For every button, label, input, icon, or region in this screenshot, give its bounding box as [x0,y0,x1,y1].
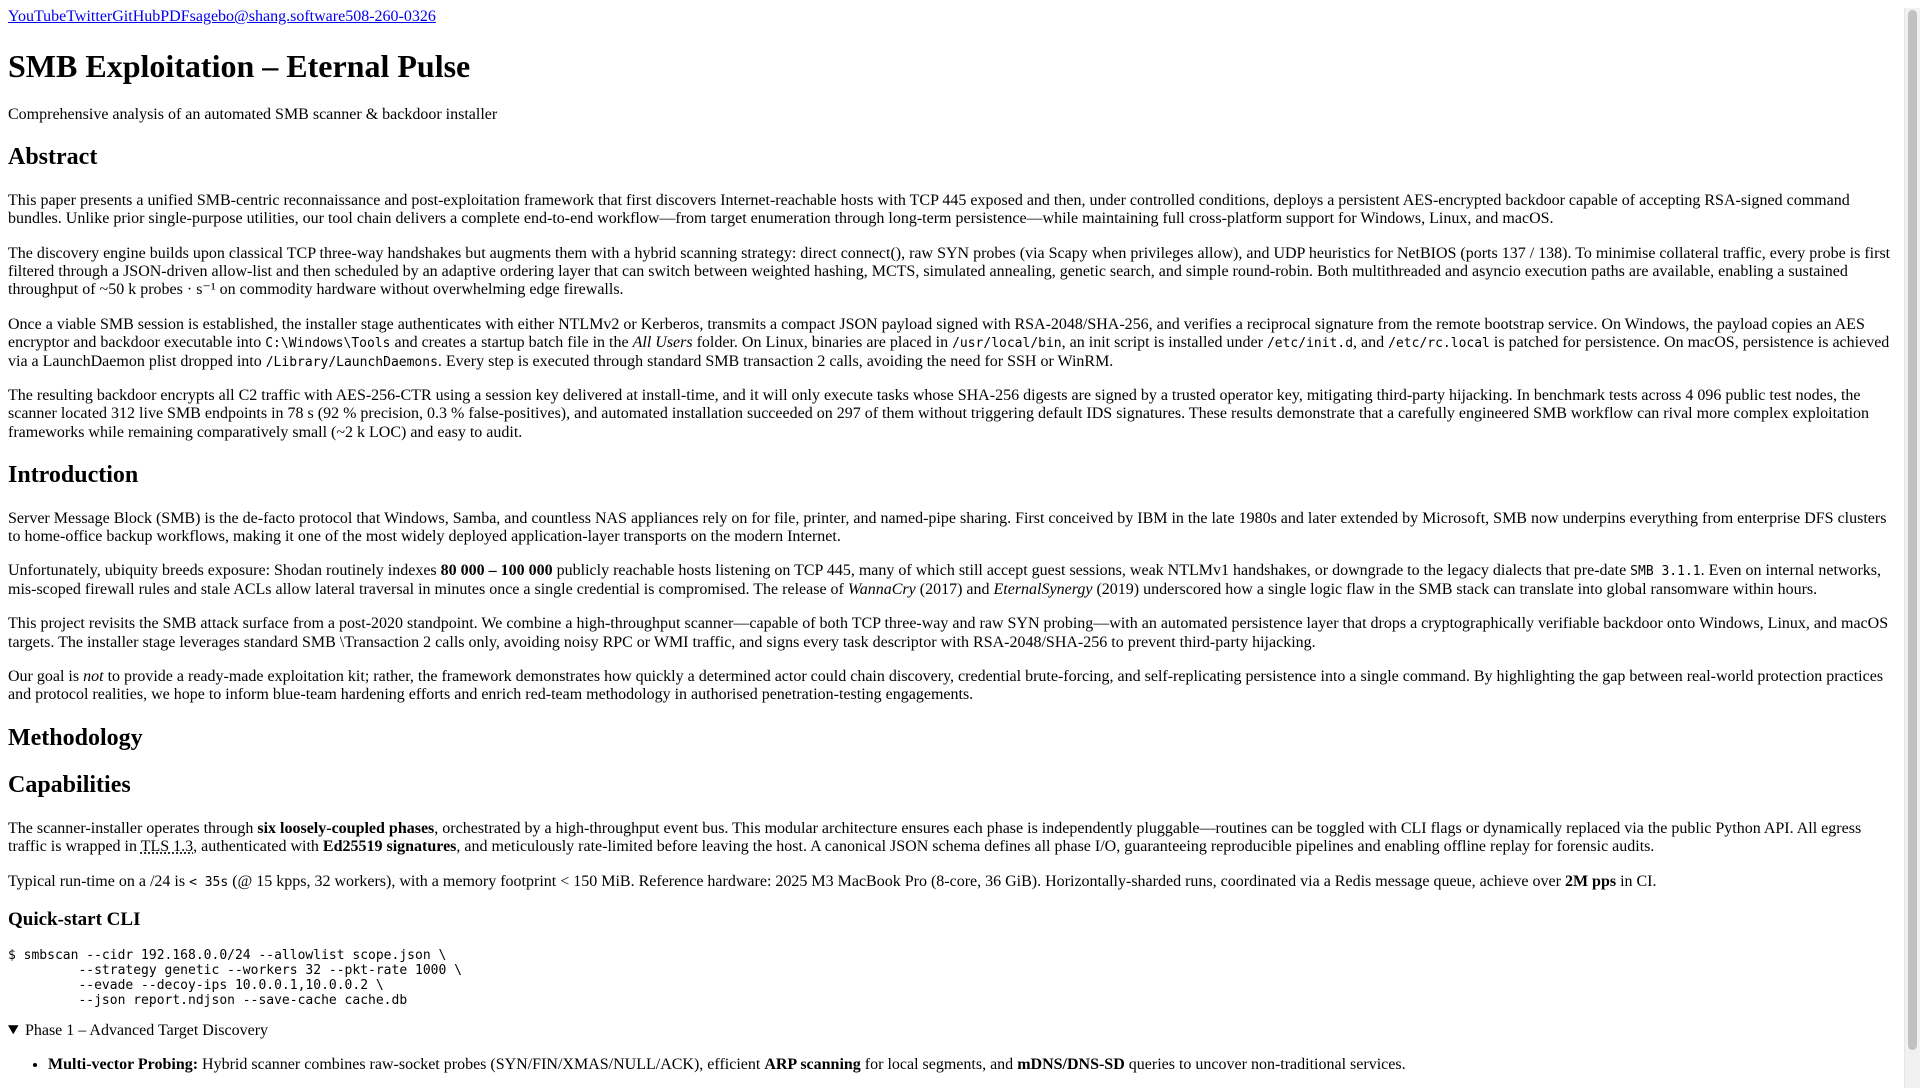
introduction-paragraph-1: Server Message Block (SMB) is the de-facto protocol that Windows, Samba, and countless NAS appliances rely on for file, printer, and named-pipe sharing. First conceived by IBM in the late 1980s and later extended by Microsoft, SMB now underpins everything from enterprise DFS clusters to home-office backup workflows, making it one of the most widely deployed application-layer transports on the modern Internet. [8,509,1887,546]
text-run: to provide a ready-made exploitation kit; rather, the framework demonstrates how quickly a determined actor could chain discovery, credential brute-forcing, and self-replicating persistence into a single command. By highlighting the gap between real-world protection practices and protocol realities, we hope to inform blue-team hardening efforts and enrich red-team methodology in authorised penetration-testing engagements. [8,668,1884,704]
wannacry-emphasis: WannaCry [847,580,916,598]
windows-tools-path: C:\Windows\Tools [265,336,391,352]
phone-link[interactable]: 508-260-0326 [345,8,436,25]
introduction-heading: Introduction [8,462,139,489]
smb-version-code: SMB 3.1.1 [1630,564,1701,580]
text-run: in CI. [1616,872,1657,890]
capabilities-heading: Capabilities [8,772,131,799]
page-subtitle: Comprehensive analysis of an automated SMB scanner & backdoor installer [8,105,498,123]
text-run: publicly reachable hosts listening on TCP 445, many of which still accept guest sessions, weak NTLMv1 handshakes, or downgrade to the legacy dialects that pre-date [552,562,1631,580]
eternalsynergy-emphasis: EternalSynergy [993,580,1093,598]
text-run: The scanner-installer operates through [8,819,258,837]
text-run: is patched for persistence. On macOS, persistence is achieved via a LaunchDaemon plist dropped into [8,334,1890,370]
capabilities-paragraph-2 [8,873,1892,891]
introduction-paragraph-2 [8,562,1892,599]
text-run: , orchestrated by a high-throughput event bus. This modular architecture ensures each phase is independently pluggable—routines can be toggled with CLI flags or dynamically replaced via the public Python API. All egress traffic is wrapped in [8,819,1862,856]
mdns-bold: mDNS/DNS-SD [1017,1056,1125,1074]
text-run: Unfortunately, ubiquity breeds exposure: Shodan routinely indexes [8,562,441,580]
document-page [0,8,1900,1075]
text-run: . Even on internal networks, mis-scoped firewall rules and stale ACLs allow lateral traversal in minutes once a single credential is compromised. The release of [8,562,1882,598]
abstract-paragraph-2: The discovery engine builds upon classical TCP three-way handshakes but augments them with a hybrid scanning strategy: direct connect(), raw SYN probes (via Scapy when privileges allow), and UDP heuristics for NetBIOS (ports 137 / 138). To minimise collateral traffic, every probe is first filtered through a JSON-driven allow-list and then scheduled by an adaptive ordering layer that can switch between weighted hashing, MCTS, simulated annealing, genetic search, and simple round-robin. Both multithreaded and asyncio execution paths are available, enabling a sustained throughput of ~50 k probes · s⁻¹ on commodity hardware without overwhelming edge firewalls. [8,244,1891,299]
text-run: (2017) and [915,580,994,598]
text-run: , authenticated with [193,838,323,856]
multi-vector-bold: Multi-vector Probing: [48,1056,199,1074]
abstract-heading: Abstract [8,144,98,171]
text-run: Our goal is [8,668,84,686]
introduction-paragraph-3: This project revisits the SMB attack surface from a post-2020 standpoint. We combine a high-throughput scanner—capable of both TCP three-way and raw SYN probing—with an automated persistence layer that drops a cryptographically verifiable backdoor onto Windows, Linux, and macOS targets. The installer stage leverages standard SMB \Transaction 2 calls only, avoiding noisy RPC or WMI traffic, and signs every task descriptor with RSA-2048/SHA-256 to prevent third-party hijacking. [8,615,1889,651]
text-run: , an init script is installed under [1061,334,1267,352]
youtube-link[interactable]: YouTube [8,8,67,25]
text-run: (2019) underscored how a single logic flaw in the SMB stack can translate into global ransomware within hours. [1092,580,1818,598]
all-users-emphasis: All Users [632,334,693,352]
text-run: and creates a startup batch file in the [390,334,633,352]
ed25519-bold: Ed25519 signatures [322,838,457,856]
text-run: queries to uncover non-traditional services. [1124,1056,1406,1074]
init-d-path: /etc/init.d [1266,336,1354,352]
phase-1-summary[interactable]: Phase 1 – Advanced Target Discovery [24,1021,269,1039]
not-emphasis: not [83,668,104,686]
abstract-paragraph-4: The resulting backdoor encrypts all C2 traffic with AES-256-CTR using a session key delivered at install-time, and it will only execute tasks whose SHA-256 digests are signed by a trusted operator key, mitigating third-party hijacking. In benchmark tests across 4 096 public test nodes, the scanner located 312 live SMB endpoints in 78 s (92 % precision, 0.3 % false-positives), and automated installation succeeded on 297 of them without triggering default IDS signatures. These results demonstrate that a carefully engineered SMB workflow can rival more complex exploitation frameworks while remaining comparatively small (~2 k LOC) and easy to audit. [8,386,1870,441]
phase-1-details [8,1022,1892,1075]
scrollbar-thumb[interactable] [1908,10,1917,1050]
text-run: , and [1353,334,1389,352]
arp-scanning-bold: ARP scanning [764,1056,861,1074]
capabilities-paragraph-1 [8,820,1892,857]
methodology-heading: Methodology [8,724,143,751]
abstract-paragraph-3 [8,316,1892,371]
launch-daemons-path: /Library/LaunchDaemons [265,354,438,370]
host-count-bold: 80 000 – 100 000 [440,562,553,580]
vertical-scrollbar[interactable] [1904,8,1920,1088]
usr-local-bin-path: /usr/local/bin [952,336,1062,352]
rc-local-path: /etc/rc.local [1388,336,1490,352]
tls-abbreviation[interactable]: TLS 1.3 [140,838,194,856]
pdf-link[interactable]: PDF [160,8,190,25]
quickstart-code-block: $ smbscan --cidr 192.168.0.0/24 --allowlist scope.json \ --strategy genetic --workers 32 --pkt-rate 1000 \ --evade --decoy-ips 10.0.0.1,10.0.0.2 \ --json report.ndjson --save-cache cache.db [8,948,462,1008]
list-item [48,1056,1892,1074]
phase-1-list [8,1056,1892,1074]
text-run: (@ 15 kpps, 32 workers), with a memory footprint < 150 MiB. Reference hardware: 2025 M3 MacBook Pro (8-core, 36 GiB). Horizontally-sharded runs, coordinated via a Redis message queue, achieve over [228,872,1565,890]
text-run: for local segments, and [860,1056,1018,1074]
text-run: . Every step is executed through standard SMB transaction 2 calls, avoiding the need for SSH or WinRM. [437,352,1114,370]
email-link[interactable]: sagebo@shang.software [189,8,346,25]
text-run: , and meticulously rate-limited before leaving the host. A canonical JSON schema defines all phase I/O, guaranteeing reproducible pipelines and enabling offline replay for forensic audits. [456,838,1655,856]
pps-bold: 2M pps [1564,872,1617,890]
text-run: folder. On Linux, binaries are placed in [692,334,953,352]
quickstart-heading: Quick-start CLI [8,909,141,931]
github-link[interactable]: GitHub [112,8,161,25]
page-title: SMB Exploitation – Eternal Pulse [8,48,471,84]
twitter-link[interactable]: Twitter [66,8,113,25]
abstract-paragraph-1: This paper presents a unified SMB-centric reconnaissance and post-exploitation framework that first discovers Internet-reachable hosts with TCP 445 exposed and then, under controlled conditions, deploys a persistent AES-encrypted backdoor capable of accepting RSA-signed command bundles. Unlike prior single-purpose utilities, our tool chain delivers a complete end-to-end workflow—from target enumeration through long-term persistence—while maintaining full cross-platform support for Windows, Linux, and macOS. [8,191,1850,228]
text-run: Hybrid scanner combines raw-socket probes (SYN/FIN/XMAS/NULL/ACK), efficient [198,1056,765,1074]
introduction-paragraph-4 [8,668,1892,705]
six-phases-bold: six loosely-coupled phases [257,819,435,837]
runtime-code: < 35s [189,874,229,890]
text-run: Typical run-time on a /24 is [8,872,190,890]
text-run: Once a viable SMB session is established, the installer stage authenticates with either NTLMv2 or Kerberos, transmits a compact JSON payload signed with RSA-2048/SHA-256, and verifies a reciprocal signature from the remote bootstrap service. On Windows, the payload copies an AES encryptor and backdoor executable into [8,315,1865,352]
header-links [8,8,1892,27]
